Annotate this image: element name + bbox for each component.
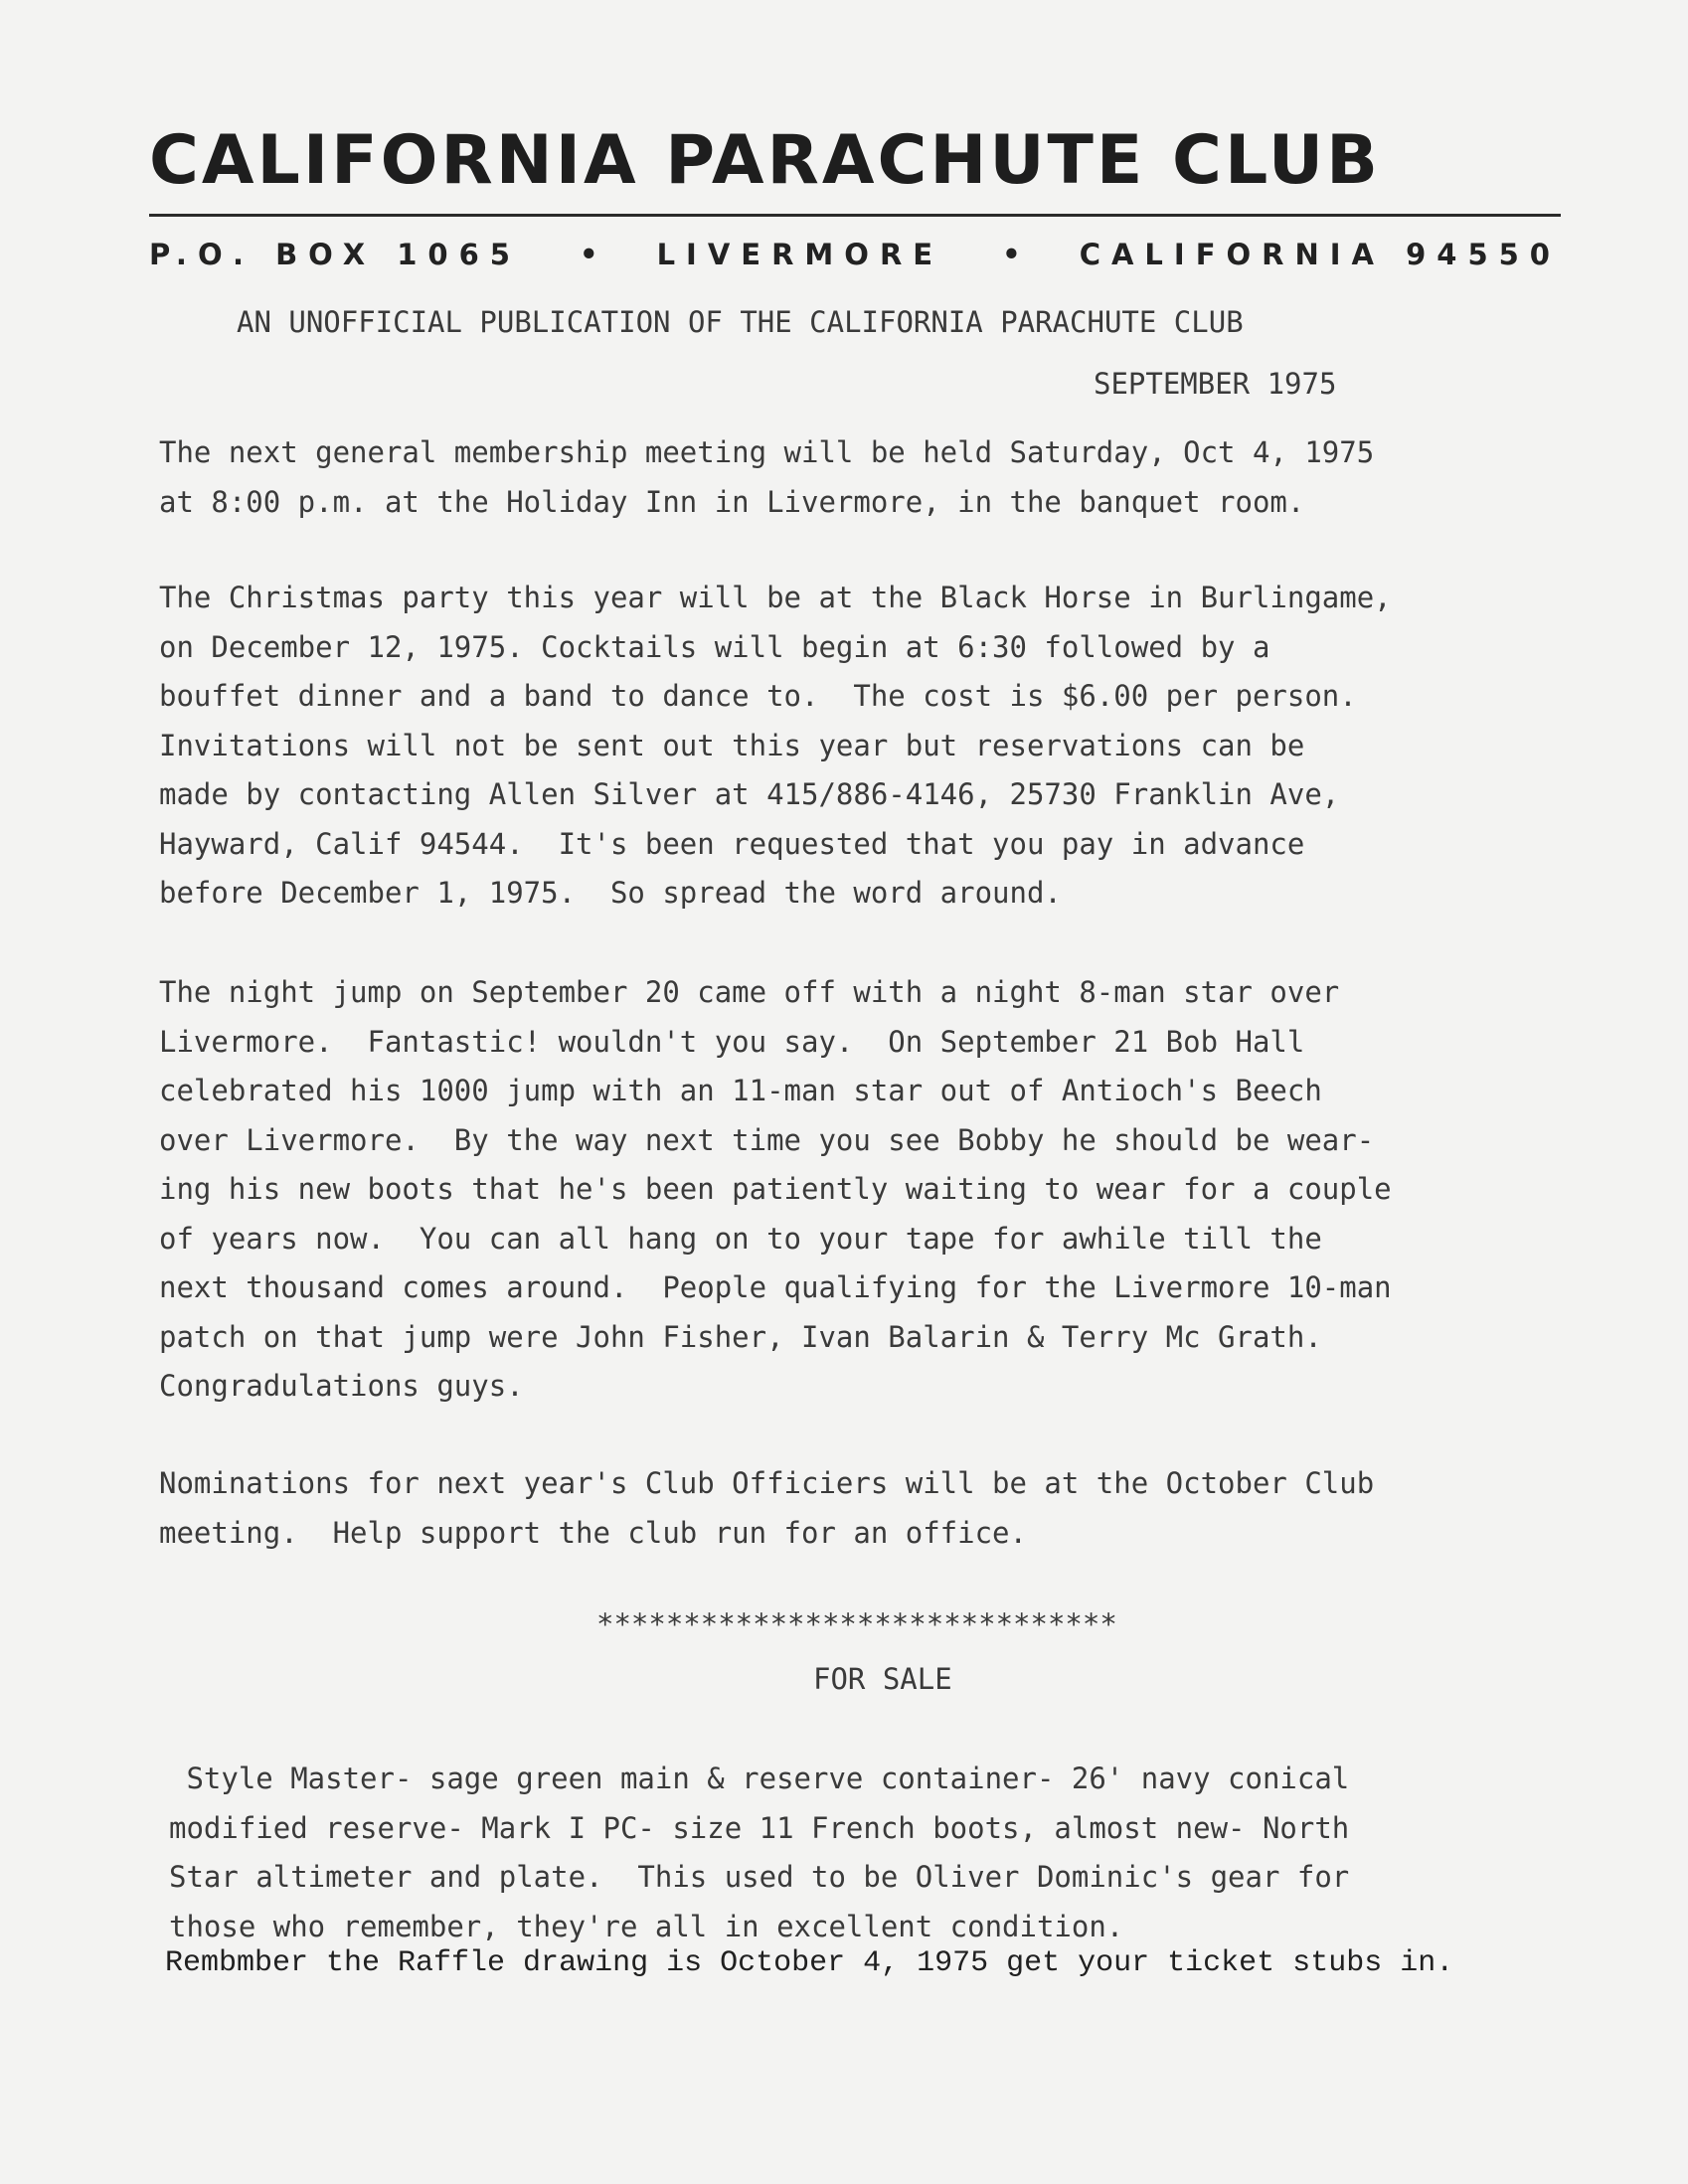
raffle-note: Rembmber the Raffle drawing is October 4, 1975 get your ticket stubs in. (165, 1946, 1454, 1980)
address-separator: • (580, 238, 598, 271)
meeting-paragraph: The next general membership meeting will be held Saturday, Oct 4, 1975 at 8:00 p.m. at the Holiday Inn in Livermore, in the banquet room. (159, 435, 1375, 519)
publication-subtitle: AN UNOFFICIAL PUBLICATION OF THE CALIFORNIA PARACHUTE CLUB (237, 305, 1244, 339)
address-separator: • (1002, 238, 1021, 271)
nominations-paragraph: Nominations for next year's Club Officiers will be at the October Club meeting. Help support the club run for an office. (159, 1466, 1375, 1550)
for-sale-heading: FOR SALE (813, 1662, 952, 1696)
letterhead-title: CALIFORNIA PARACHUTE CLUB (149, 121, 1381, 200)
letterhead-address (149, 237, 1561, 272)
address-state-zip: CALIFORNIA 94550 (1079, 238, 1561, 271)
issue-date: SEPTEMBER 1975 (1094, 367, 1337, 401)
christmas-party-paragraph: The Christmas party this year will be at the Black Horse in Burlingame, on December 12, 1975. Cocktails will begin at 6:30 followed by a bouffet dinner and a band to dance to. The cost is $6.00 per person. Invitations will not be sent out this year but reservations can be made by contacting Allen Silver at 415/886-4146, 25730 Franklin Ave, Hayward, Calif 94544. It's been requested that you pay in advance before December 1, 1975. So spread the word around. (159, 581, 1392, 910)
night-jump-paragraph: The night jump on September 20 came off with a night 8-man star over Livermore. Fantastic! wouldn't you say. On September 21 Bob Hall celebrated his 1000 jump with an 11-man star out of Antioch's Beech over Livermore. By the way next time you see Bobby he should be wear- ing his new boots that he's been patiently waiting to wear for a couple of years now. You can all hang on to your tape for awhile till the next thousand comes around. People qualifying for the Livermore 10-man patch on that jump were John Fisher, Ivan Balarin & Terry Mc Grath. Congradulations guys. (159, 975, 1392, 1403)
for-sale-paragraph: Style Master- sage green main & reserve container- 26' navy conical modified reserve- Mark I PC- size 11 French boots, almost new- North Star altimeter and plate. This used to be Oliver Dominic's gear for those who remember, they're all in excellent condition. (169, 1762, 1350, 1943)
section-divider: ****************************** (596, 1607, 1117, 1641)
address-city: LIVERMORE (656, 238, 944, 271)
address-po-box: P.O. BOX 1065 (149, 238, 521, 271)
letterhead-rule (149, 214, 1561, 217)
